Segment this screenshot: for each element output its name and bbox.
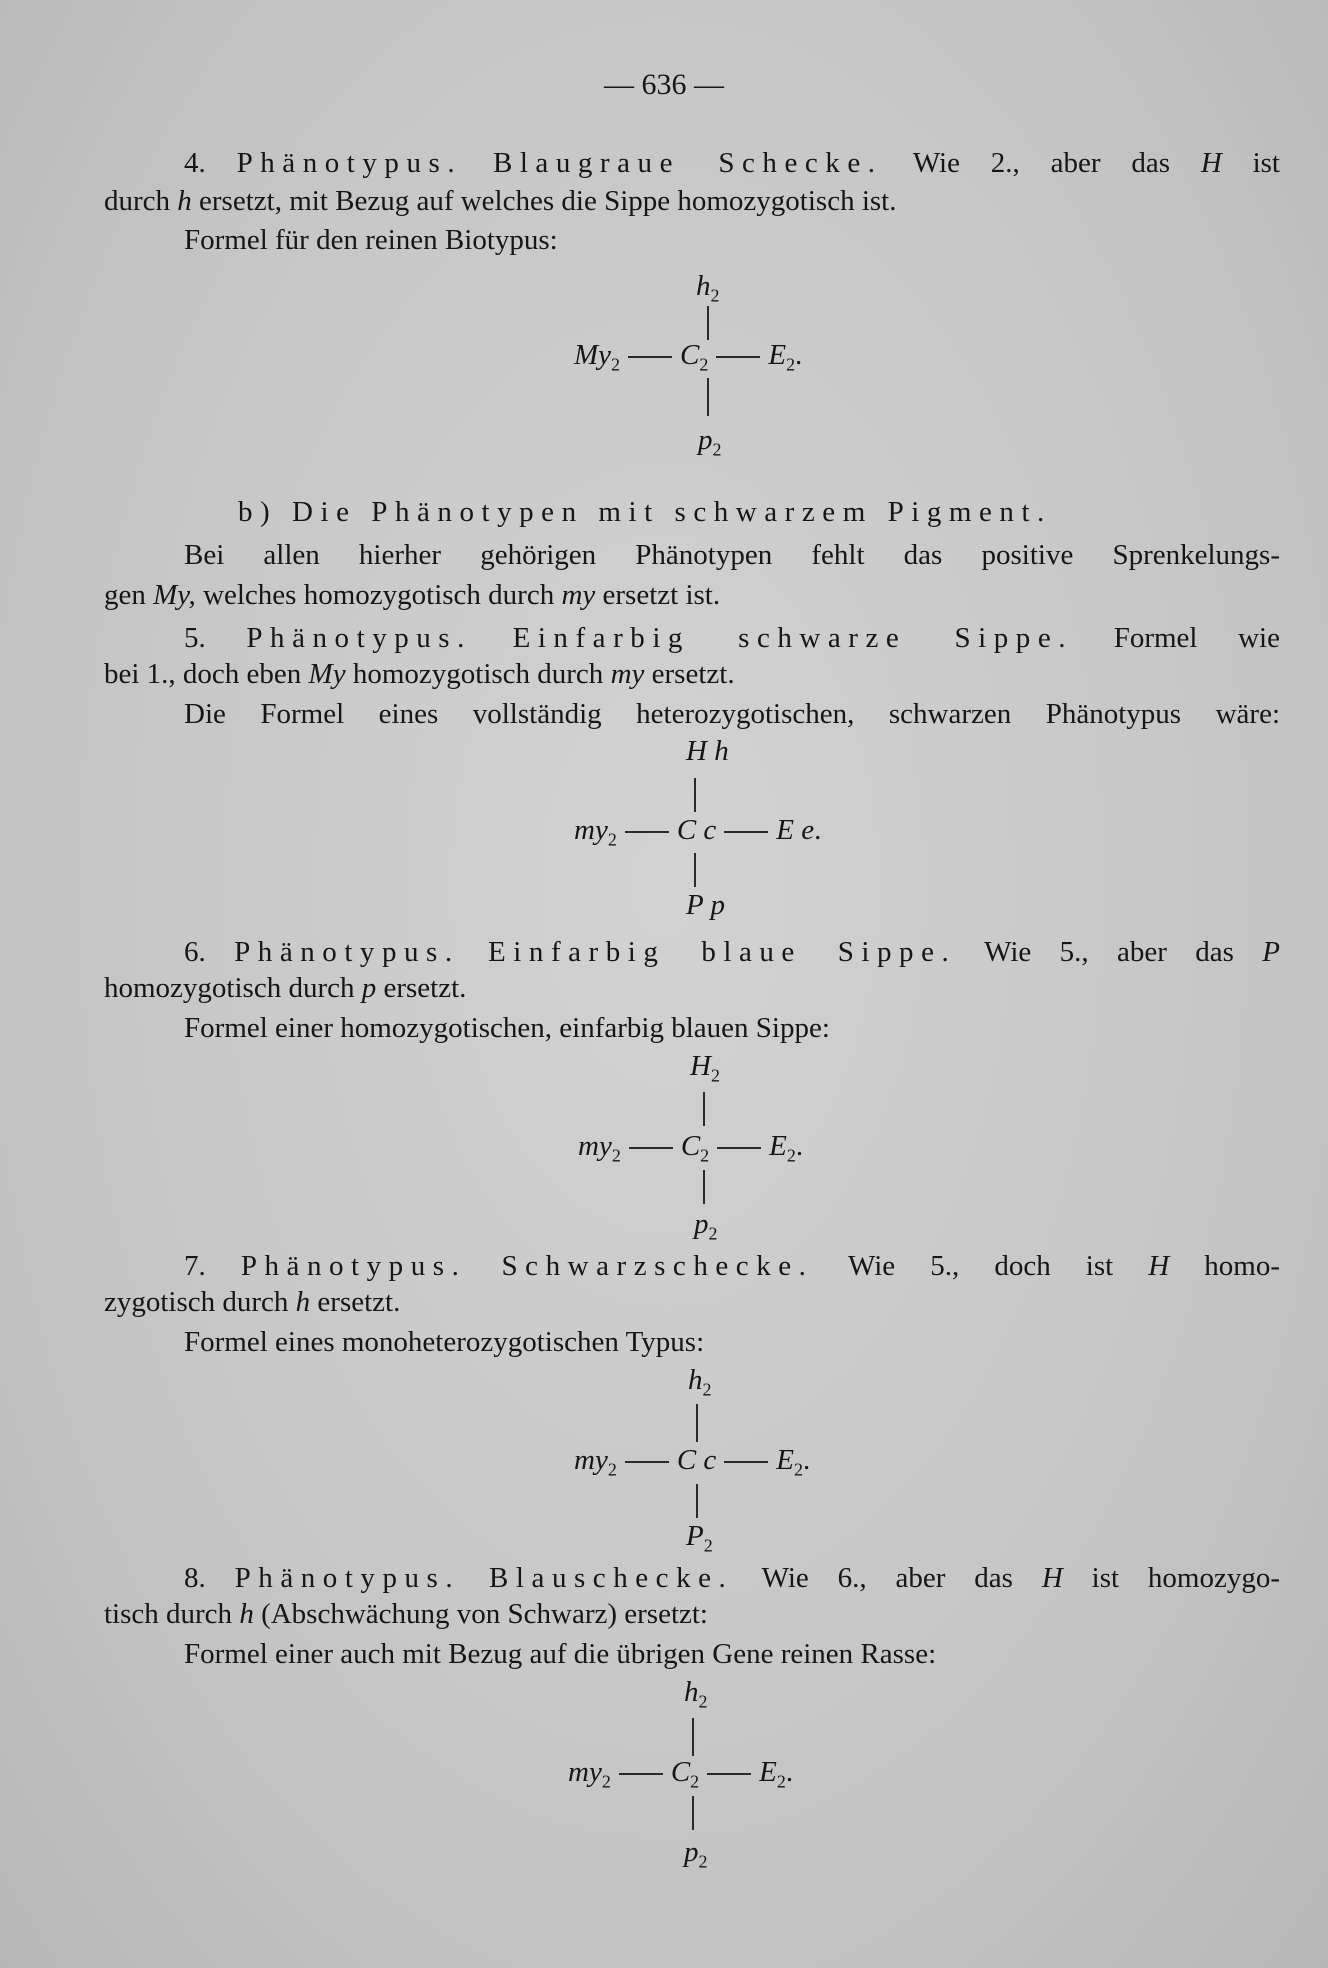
gene-symbol: H (1200, 147, 1222, 179)
gene-symbol: p (361, 972, 377, 1004)
paragraph-6-line-1: 6. Phänotypus. Einfarbig blaue Sippe. Wie 5., aber das P (184, 936, 1280, 968)
formula-8-bond-bottom (692, 1796, 694, 1830)
formula-8-row: $my_2$ $C_2$ $E_2$. (568, 1756, 794, 1792)
formula-6-top: $H_2$ (690, 1050, 720, 1086)
phenotype-label: Phänotypus. (246, 622, 472, 654)
formula-6-row: $my_2$ $C_2$ $E_2$. (578, 1130, 804, 1166)
paragraph-5-line-2: bei 1., doch eben My homozygotisch durch my ersetzt. (104, 658, 735, 690)
phenotype-label: Phänotypus. (240, 1250, 467, 1282)
formula-6-bottom: $p_2$ (694, 1208, 718, 1244)
formula-5-bond-top (694, 778, 696, 812)
formula-5-bottom: P p (686, 889, 725, 921)
gene-symbol: h (177, 185, 192, 217)
formula-4-row: $My_2$ $C_2$ $E_2$. (574, 339, 803, 375)
formula-intro-4: Formel für den reinen Biotypus: (184, 224, 558, 256)
gene-symbol: h (295, 1286, 311, 1318)
item-number: 7. (184, 1250, 206, 1282)
formula-intro-8: Formel einer auch mit Bezug auf die übrigen Gene reinen Rasse: (184, 1638, 937, 1670)
item-number: 8. (184, 1562, 206, 1594)
item-number: 5. (184, 622, 206, 654)
phenotype-label: Phänotypus. (236, 147, 463, 179)
paragraph-7-line-2: zygotisch durch h ersetzt. (104, 1286, 401, 1318)
paragraph-6-line-2: homozygotisch durch p ersetzt. (104, 972, 467, 1004)
formula-7-row: $my_2$ C c $E_2$. (574, 1444, 811, 1480)
formula-7-bond-bottom (696, 1484, 698, 1518)
paragraph-5-line-1: 5. Phänotypus. Einfarbig schwarze Sippe. Formel wie (184, 622, 1280, 654)
formula-6-bond-top (703, 1092, 705, 1126)
intro-b-line-1: Bei allen hierher gehörigen Phänotypen fehlt das positive Sprenkelungs- (184, 539, 1280, 571)
phenotype-name: Blauschecke. (489, 1562, 734, 1594)
formula-6-bond-bottom (703, 1170, 705, 1204)
formula-intro-7: Formel eines monoheterozygotischen Typus: (184, 1326, 705, 1358)
formula-4-bottom: $p_2$ (698, 424, 722, 460)
formula-5-top: H h (686, 735, 729, 767)
gene-symbol: h (239, 1598, 254, 1630)
formula-5-bond-bottom (694, 853, 696, 887)
gene-symbol: H (1041, 1562, 1063, 1594)
formula-8-top: $h_2$ (684, 1676, 708, 1712)
gene-symbol: my (610, 658, 645, 690)
item-number: 6. (184, 936, 206, 968)
paragraph-8-line-2: tisch durch h (Abschwächung von Schwarz) ersetzt: (104, 1598, 708, 1630)
item-number: 4. (184, 147, 206, 179)
formula-4-bond-bottom (707, 378, 709, 416)
formula-7-bond-top (696, 1404, 698, 1442)
formula-7-top: $h_2$ (688, 1364, 712, 1400)
phenotype-label: Phänotypus. (234, 1562, 461, 1594)
gene-symbol: my (561, 579, 596, 611)
phenotype-name: Einfarbig schwarze Sippe. (512, 622, 1074, 654)
gene-symbol: P (1262, 936, 1280, 968)
paragraph-7-line-1: 7. Phänotypus. Schwarzschecke. Wie 5., doch ist H homo- (184, 1250, 1281, 1282)
paragraph-4-line-1: 4. Phänotypus. Blaugraue Schecke. Wie 2., aber das H ist (184, 147, 1280, 179)
phenotype-name: Schwarzschecke. (501, 1250, 814, 1282)
formula-4-bond-top (707, 306, 709, 340)
phenotype-name: Einfarbig blaue Sippe. (488, 936, 957, 968)
formula-7-bottom: $P_2$ (686, 1520, 713, 1556)
gene-symbol: H (1148, 1250, 1170, 1282)
section-heading-b: b) Die Phänotypen mit schwarzem Pigment. (238, 496, 1052, 528)
formula-5-row: $my_2$ C c E e. (574, 814, 822, 850)
gene-symbol: My, (153, 579, 196, 611)
phenotype-name: Blaugraue Schecke. (492, 147, 883, 179)
formula-4-top: $h_2$ (696, 270, 720, 306)
page-number: — 636 — (604, 68, 724, 101)
gene-symbol: My (308, 658, 346, 690)
formula-8-bond-top (692, 1718, 694, 1756)
formula-8-bottom: $p_2$ (684, 1836, 708, 1872)
formula-intro-6: Formel einer homozygotischen, einfarbig blauen Sippe: (184, 1012, 830, 1044)
paragraph-4-line-2: durch h ersetzt, mit Bezug auf welches die Sippe homozygotisch ist. (104, 185, 897, 217)
formula-intro-5: Die Formel eines vollständig heterozygotischen, schwarzen Phänotypus wäre: (184, 698, 1280, 730)
paragraph-8-line-1: 8. Phänotypus. Blauschecke. Wie 6., aber das H ist homozygo- (184, 1562, 1280, 1594)
phenotype-label: Phänotypus. (234, 936, 460, 968)
intro-b-line-2: gen My, welches homozygotisch durch my ersetzt ist. (104, 579, 721, 611)
